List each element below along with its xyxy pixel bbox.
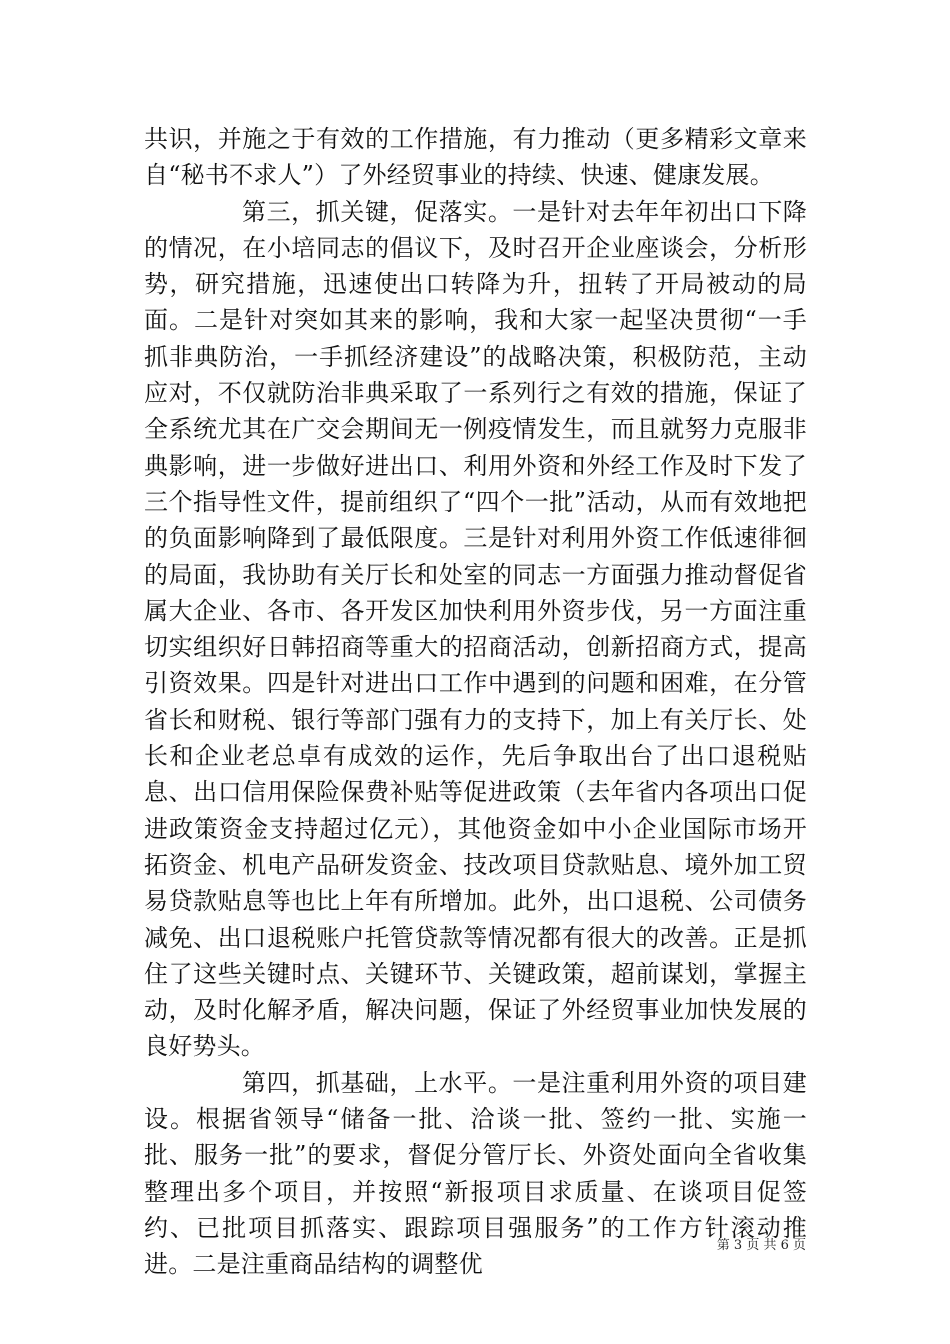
paragraph-section-four: 第四，抓基础，上水平。一是注重利用外资的项目建设。根据省领导“储备一批、洽谈一批、签约一批、实施一批、服务一批”的要求，督促分管厅长、外资处面向全省收集整理出多个项目，并按照“新报项目求质量、在谈项目促签约、已批项目抓落实、跟踪项目强服务”的工作方针滚动推进。二是注重商品结构的调整优 [144, 1068, 807, 1279]
page-number-footer: 第 3 页 共 6 页 [716, 1238, 806, 1253]
paragraph-section-three: 第三，抓关键，促落实。一是针对去年年初出口下降的情况，在小培同志的倡议下，及时召开企业座谈会，分析形势，研究措施，迅速使出口转降为升，扭转了开局被动的局面。二是针对突如其来的影响，我和大家一起坚决贯彻“一手抓非典防治，一手抓经济建设”的战略决策，积极防范，主动应对，不仅就防治非典采取了一系列行之有效的措施，保证了全系统尤其在广交会期间无一例疫情发生，而且就努力克服非典影响，进一步做好进出口、利用外资和外经工作及时下发了三个指导性文件，提前组织了“四个一批”活动，从而有效地把的负面影响降到了最低限度。三是针对利用外资工作低速徘徊的局面，我协助有关厅长和处室的同志一方面强力推动督促省属大企业、各市、各开发区加快利用外资步伐，另一方面注重切实组织好日韩招商等重大的招商活动，创新招商方式，提高引资效果。四是针对进出口工作中遇到的问题和困难，在分管省长和财税、银行等部门强有力的支持下，加上有关厅长、处长和企业老总卓有成效的运作，先后争取出台了出口退税贴息、出口信用保险保费补贴等促进政策（去年省内各项出口促进政策资金支持超过亿元），其他资金如中小企业国际市场开拓资金、机电产品研发资金、技改项目贷款贴息、境外加工贸易贷款贴息等也比上年有所增加。此外，出口退税、公司债务减免、出口退税账户托管贷款等情况都有很大的改善。正是抓住了这些关键时点、关键环节、关键政策，超前谋划，掌握主动，及时化解矛盾，解决问题，保证了外经贸事业加快发展的良好势头。 [144, 197, 807, 1061]
document-body [144, 121, 807, 1283]
paragraph-continuation: 共识，并施之于有效的工作措施，有力推动（更多精彩文章来自“秘书不求人”）了外经贸事业的持续、快速、健康发展。 [144, 125, 807, 190]
